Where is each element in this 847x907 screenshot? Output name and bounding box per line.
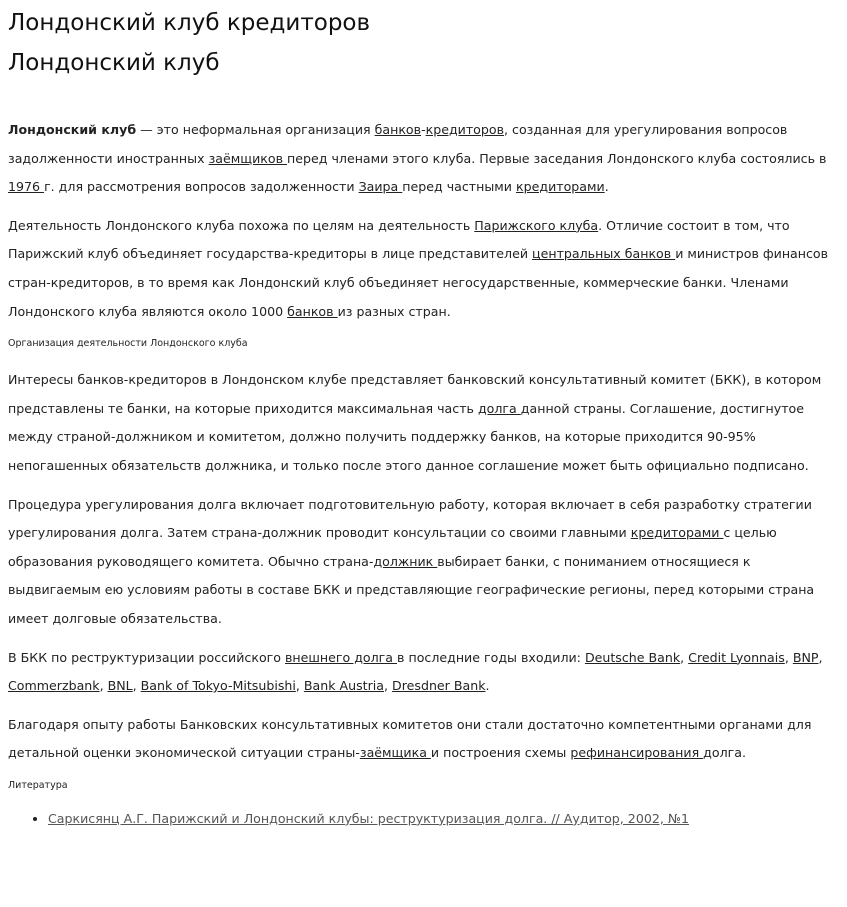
section-heading-organization: Организация деятельности Лондонского клуба: [8, 338, 248, 350]
link-bank-5[interactable]: Bank of Tokyo-Mitsubishi: [140, 678, 296, 694]
text: Интересы банков-кредиторов в Лондонском клубе представляет банковский консультативный комитет (БКК), в котором представлены те банки, на которые приходится максимальная часть: [8, 372, 822, 416]
link-bank-1[interactable]: Credit Lyonnais: [688, 649, 785, 665]
link-bank-0[interactable]: Deutsche Bank: [584, 649, 681, 665]
separator: ,: [384, 678, 393, 694]
text: Деятельность Лондонского клуба похожа по целям на деятельность: [8, 217, 475, 233]
reference-item: [48, 808, 838, 830]
text: г. для рассмотрения вопросов задолженности: [44, 179, 359, 195]
text: .: [604, 179, 609, 195]
separator: ,: [784, 649, 793, 665]
link-external-debt[interactable]: внешнего долга: [284, 649, 398, 665]
page-subtitle: Лондонский клуб: [8, 50, 220, 76]
text: перед членами этого клуба. Первые заседания Лондонского клуба состоялись в: [287, 150, 827, 166]
text: и министров финансов стран-кредиторов, в то время как Лондонский клуб объединяет негосударственные, коммерческие банки. Членами Лондонского клуба являются около 1000: [8, 246, 829, 319]
text: Благодаря опыту работы Банковских консультативных комитетов они стали достаточно компетентными органами для детальной оценки экономической ситуации страны-: [8, 716, 812, 761]
link-1976[interactable]: 1976: [8, 179, 45, 195]
link-bank-3[interactable]: Commerzbank: [8, 678, 100, 694]
link-creditors-3[interactable]: кредиторами: [630, 525, 724, 541]
link-banks-2[interactable]: банков: [287, 303, 338, 319]
link-bank-4[interactable]: BNL: [107, 678, 133, 694]
section-heading-literature: Литература: [8, 779, 68, 791]
link-refinancing[interactable]: рефинансирования: [570, 745, 704, 761]
paragraph-intro: [8, 116, 838, 202]
text: — это неформальная организация: [136, 122, 375, 137]
text: .: [485, 678, 490, 694]
link-paris-club[interactable]: Парижского клуба: [474, 217, 599, 233]
separator: ,: [818, 649, 823, 665]
link-borrowers[interactable]: заёмщиков: [208, 150, 288, 166]
link-debt[interactable]: долга: [477, 400, 521, 416]
link-zaire[interactable]: Заира: [358, 179, 403, 195]
link-banks[interactable]: банков: [374, 122, 422, 137]
text: В БКК по реструктуризации российского: [8, 649, 285, 665]
link-central-banks[interactable]: центральных банков: [532, 246, 676, 262]
separator: ,: [680, 649, 689, 665]
text: долга.: [703, 745, 746, 761]
text: с целью образования руководящего комитета. Обычно страна-: [8, 525, 777, 569]
text: данной страны. Соглашение, достигнутое между страной-должником и комитетом, должно получить поддержку банков, на которые приходится 90-95% непогашенных обязательств должника, и только после этого данное соглашение может быть официально подписано.: [8, 400, 809, 473]
separator: ,: [99, 678, 108, 694]
paragraph-russia: [8, 644, 838, 701]
text: выбирает банки, с пониманием относящиеся к выдвигаемым ею условиям работы в составе БКК и представляющие географические регионы, перед которыми страна имеет долговые обязательства.: [8, 553, 815, 626]
text: из разных стран.: [337, 303, 451, 319]
separator: ,: [132, 678, 141, 694]
link-bank-2[interactable]: BNP: [792, 649, 819, 665]
link-borrower[interactable]: заёмщика: [359, 745, 431, 761]
paragraph-experience: [8, 711, 838, 768]
paragraph-procedure: [8, 491, 838, 634]
text: Процедура урегулирования долга включает подготовительную работу, которая включает в себя разработку стратегии урегулирования долга. Затем страна-должник проводит консультации со своими главными: [8, 496, 812, 541]
link-debtor[interactable]: должник: [373, 553, 438, 569]
text: перед частными: [402, 179, 517, 195]
text: . Отличие состоит в том, что Парижский клуб объединяет государства-кредиторы в лице представителей: [8, 217, 790, 262]
text: в последние годы входили:: [397, 649, 585, 665]
reference-list: [8, 808, 838, 830]
text: -: [421, 122, 426, 137]
paragraph-committee: [8, 366, 838, 480]
text: и построения схемы: [430, 745, 571, 761]
link-creditors[interactable]: кредиторов: [425, 122, 505, 137]
separator: ,: [295, 678, 304, 694]
term-bold: Лондонский клуб: [8, 122, 137, 137]
link-bank-6[interactable]: Bank Austria: [303, 678, 385, 694]
reference-link[interactable]: Саркисянц А.Г. Парижский и Лондонский клубы: реструктуризация долга. // Аудитор, 2002, №1: [48, 810, 689, 826]
link-creditors-2[interactable]: кредиторами: [516, 179, 605, 195]
page-title: Лондонский клуб кредиторов: [8, 10, 371, 36]
link-bank-7[interactable]: Dresdner Bank: [392, 678, 486, 694]
paragraph-comparison: [8, 212, 838, 326]
text: , созданная для урегулирования вопросов задолженности иностранных: [8, 122, 788, 166]
